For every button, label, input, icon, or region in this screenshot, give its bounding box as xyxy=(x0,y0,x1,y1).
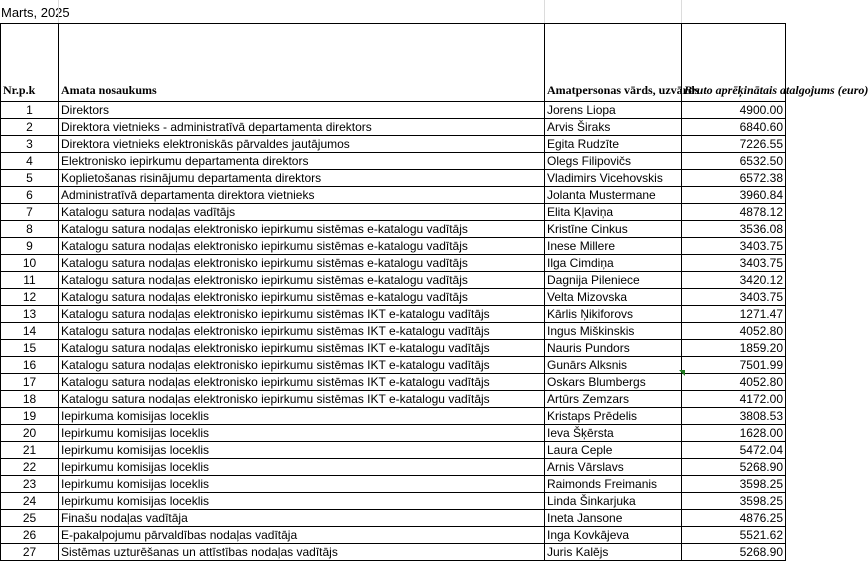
salary-cell[interactable]: 6840.60 xyxy=(682,119,786,136)
position-cell[interactable]: E-pakalpojumu pārvaldības nodaļas vadītāja xyxy=(59,527,545,544)
table-row[interactable] xyxy=(1,289,786,306)
salary-cell[interactable]: 4878.12 xyxy=(682,204,786,221)
person-cell[interactable]: Inga Kovkājeva xyxy=(545,527,682,544)
table-row[interactable] xyxy=(1,306,786,323)
salary-cell[interactable]: 3536.08 xyxy=(682,221,786,238)
row-number-cell[interactable]: 11 xyxy=(1,272,59,289)
gridline xyxy=(58,0,59,23)
position-cell[interactable]: Katalogu satura nodaļas elektronisko iepirkumu sistēmas IKT e-katalogu vadītājs xyxy=(59,306,545,323)
salary-cell[interactable]: 3403.75 xyxy=(682,255,786,272)
position-cell[interactable]: Direktora vietnieks - administratīvā departamenta direktors xyxy=(59,119,545,136)
salary-cell[interactable]: 1859.20 xyxy=(682,340,786,357)
table-row[interactable] xyxy=(1,425,786,442)
table-row[interactable] xyxy=(1,272,786,289)
position-cell[interactable]: Katalogu satura nodaļas elektronisko iepirkumu sistēmas e-katalogu vadītājs xyxy=(59,221,545,238)
person-cell[interactable]: Elita Kļaviņa xyxy=(545,204,682,221)
position-cell[interactable]: Katalogu satura nodaļas elektronisko iepirkumu sistēmas e-katalogu vadītājs xyxy=(59,238,545,255)
person-cell[interactable]: Juris Kalējs xyxy=(545,544,682,561)
person-cell[interactable]: Ilga Cimdiņa xyxy=(545,255,682,272)
person-cell[interactable]: Ineta Jansone xyxy=(545,510,682,527)
row-number-cell[interactable]: 10 xyxy=(1,255,59,272)
person-cell[interactable]: Kārlis Ņikiforovs xyxy=(545,306,682,323)
person-cell[interactable]: Inese Millere xyxy=(545,238,682,255)
position-cell[interactable]: Elektronisko iepirkumu departamenta direktors xyxy=(59,153,545,170)
row-number-cell[interactable]: 19 xyxy=(1,408,59,425)
salary-table xyxy=(0,23,868,561)
table-row[interactable] xyxy=(1,204,786,221)
title-row xyxy=(0,0,791,23)
row-number-cell[interactable]: 1 xyxy=(1,102,59,119)
salary-cell[interactable]: 3598.25 xyxy=(682,476,786,493)
person-cell[interactable]: Egita Rudzīte xyxy=(545,136,682,153)
person-cell[interactable]: Jorens Liopa xyxy=(545,102,682,119)
salary-cell[interactable]: 3403.75 xyxy=(682,289,786,306)
row-number-cell[interactable]: 16 xyxy=(1,357,59,374)
position-cell[interactable]: Katalogu satura nodaļas vadītājs xyxy=(59,204,545,221)
salary-cell[interactable]: 3960.84 xyxy=(682,187,786,204)
person-cell[interactable]: Oskars Blumbergs xyxy=(545,374,682,391)
salary-cell[interactable]: 5472.04 xyxy=(682,442,786,459)
salary-cell[interactable]: 4052.80 xyxy=(682,374,786,391)
position-cell[interactable]: Katalogu satura nodaļas elektronisko iepirkumu sistēmas IKT e-katalogu vadītājs xyxy=(59,340,545,357)
table-row[interactable] xyxy=(1,544,786,561)
salary-cell[interactable]: 3598.25 xyxy=(682,493,786,510)
position-cell[interactable]: Katalogu satura nodaļas elektronisko iepirkumu sistēmas IKT e-katalogu vadītājs xyxy=(59,374,545,391)
salary-cell[interactable]: 5268.90 xyxy=(682,459,786,476)
position-cell[interactable]: Finašu nodaļas vadītāja xyxy=(59,510,545,527)
table-row[interactable] xyxy=(1,493,786,510)
row-number-cell[interactable]: 27 xyxy=(1,544,59,561)
row-number-cell[interactable]: 9 xyxy=(1,238,59,255)
salary-cell[interactable]: 3420.12 xyxy=(682,272,786,289)
row-number-cell[interactable]: 13 xyxy=(1,306,59,323)
person-cell[interactable]: Velta Mizovska xyxy=(545,289,682,306)
cell-comment-indicator-icon[interactable] xyxy=(679,370,685,376)
person-cell[interactable]: Kristaps Prēdelis xyxy=(545,408,682,425)
salary-cell[interactable]: 7226.55 xyxy=(682,136,786,153)
person-cell[interactable]: Laura Ceple xyxy=(545,442,682,459)
salary-cell[interactable]: 1628.00 xyxy=(682,425,786,442)
person-cell[interactable]: Ieva Šķērsta xyxy=(545,425,682,442)
row-number-cell[interactable]: 2 xyxy=(1,119,59,136)
table-row[interactable] xyxy=(1,102,786,119)
row-number-cell[interactable]: 23 xyxy=(1,476,59,493)
row-number-cell[interactable]: 20 xyxy=(1,425,59,442)
row-number-cell[interactable]: 3 xyxy=(1,136,59,153)
table-row[interactable] xyxy=(1,153,786,170)
row-number-cell[interactable]: 24 xyxy=(1,493,59,510)
salary-cell[interactable]: 3403.75 xyxy=(682,238,786,255)
position-cell[interactable]: Administratīvā departamenta direktora vietnieks xyxy=(59,187,545,204)
header-person[interactable]: Amatpersonas vārds, uzvārds xyxy=(545,24,682,102)
table-row[interactable] xyxy=(1,459,786,476)
row-number-cell[interactable]: 7 xyxy=(1,204,59,221)
table-row[interactable] xyxy=(1,374,786,391)
table-row[interactable] xyxy=(1,510,786,527)
salary-cell[interactable]: 6532.50 xyxy=(682,153,786,170)
position-cell[interactable]: Katalogu satura nodaļas elektronisko iepirkumu sistēmas e-katalogu vadītājs xyxy=(59,272,545,289)
person-cell[interactable]: Dagnija Pileniece xyxy=(545,272,682,289)
row-number-cell[interactable]: 26 xyxy=(1,527,59,544)
person-cell[interactable]: Jolanta Mustermane xyxy=(545,187,682,204)
header-position[interactable]: Amata nosaukums xyxy=(59,24,545,102)
table-row[interactable] xyxy=(1,340,786,357)
table-row[interactable] xyxy=(1,187,786,204)
position-cell[interactable]: Katalogu satura nodaļas elektronisko iepirkumu sistēmas IKT e-katalogu vadītājs xyxy=(59,357,545,374)
position-cell[interactable]: Iepirkumu komisijas loceklis xyxy=(59,442,545,459)
table-row[interactable] xyxy=(1,391,786,408)
row-number-cell[interactable]: 17 xyxy=(1,374,59,391)
gridline xyxy=(544,0,545,23)
position-cell[interactable]: Katalogu satura nodaļas elektronisko iepirkumu sistēmas IKT e-katalogu vadītājs xyxy=(59,323,545,340)
position-cell[interactable]: Iepirkumu komisijas loceklis xyxy=(59,493,545,510)
position-cell[interactable]: Direktora vietnieks elektroniskās pārvaldes jautājumos xyxy=(59,136,545,153)
table-row[interactable] xyxy=(1,221,786,238)
salary-cell[interactable]: 5521.62 xyxy=(682,527,786,544)
position-cell[interactable]: Direktors xyxy=(59,102,545,119)
row-number-cell[interactable]: 5 xyxy=(1,170,59,187)
person-cell[interactable]: Arnis Vārslavs xyxy=(545,459,682,476)
person-cell[interactable]: Raimonds Freimanis xyxy=(545,476,682,493)
salary-cell[interactable]: 1271.47 xyxy=(682,306,786,323)
header-salary[interactable]: Bruto aprēķinātais atalgojums (euro) xyxy=(682,24,786,102)
person-cell[interactable]: Vladimirs Vicehovskis xyxy=(545,170,682,187)
table-row[interactable] xyxy=(1,476,786,493)
table-row[interactable] xyxy=(1,255,786,272)
row-number-cell[interactable]: 21 xyxy=(1,442,59,459)
position-cell[interactable]: Koplietošanas risinājumu departamenta direktors xyxy=(59,170,545,187)
person-cell[interactable]: Arvis Širaks xyxy=(545,119,682,136)
row-number-cell[interactable]: 22 xyxy=(1,459,59,476)
table-row[interactable] xyxy=(1,357,786,374)
header-row xyxy=(1,24,786,102)
position-cell[interactable]: Katalogu satura nodaļas elektronisko iepirkumu sistēmas IKT e-katalogu vadītājs xyxy=(59,391,545,408)
salary-cell[interactable]: 7501.99 xyxy=(682,357,786,374)
header-nr[interactable]: Nr.p.k xyxy=(1,24,59,102)
salary-cell[interactable]: 4052.80 xyxy=(682,323,786,340)
person-cell[interactable]: Linda Šinkarjuka xyxy=(545,493,682,510)
person-cell[interactable]: Nauris Pundors xyxy=(545,340,682,357)
position-cell[interactable]: Katalogu satura nodaļas elektronisko iepirkumu sistēmas e-katalogu vadītājs xyxy=(59,255,545,272)
position-cell[interactable]: Iepirkumu komisijas loceklis xyxy=(59,476,545,493)
position-cell[interactable]: Katalogu satura nodaļas elektronisko iepirkumu sistēmas e-katalogu vadītājs xyxy=(59,289,545,306)
row-number-cell[interactable]: 4 xyxy=(1,153,59,170)
salary-cell[interactable]: 3808.53 xyxy=(682,408,786,425)
row-number-cell[interactable]: 25 xyxy=(1,510,59,527)
row-number-cell[interactable]: 8 xyxy=(1,221,59,238)
table-row[interactable] xyxy=(1,323,786,340)
person-cell[interactable]: Olegs Filipovičs xyxy=(545,153,682,170)
person-cell[interactable]: Gunārs Alksnis xyxy=(545,357,682,374)
person-cell[interactable]: Kristīne Cinkus xyxy=(545,221,682,238)
position-cell[interactable]: Iepirkumu komisijas loceklis xyxy=(59,425,545,442)
row-number-cell[interactable]: 15 xyxy=(1,340,59,357)
salary-cell[interactable]: 4172.00 xyxy=(682,391,786,408)
table-row[interactable] xyxy=(1,408,786,425)
person-cell[interactable]: Artūrs Zemzars xyxy=(545,391,682,408)
table-row[interactable] xyxy=(1,119,786,136)
gridline xyxy=(681,0,682,23)
salary-cell[interactable]: 6572.38 xyxy=(682,170,786,187)
position-cell[interactable]: Iepirkuma komisijas loceklis xyxy=(59,408,545,425)
salary-cell[interactable]: 4876.25 xyxy=(682,510,786,527)
position-cell[interactable]: Iepirkumu komisijas loceklis xyxy=(59,459,545,476)
table-row[interactable] xyxy=(1,170,786,187)
table-row[interactable] xyxy=(1,527,786,544)
row-number-cell[interactable]: 18 xyxy=(1,391,59,408)
position-cell[interactable]: Sistēmas uzturēšanas un attīstības nodaļas vadītājs xyxy=(59,544,545,561)
table-row[interactable] xyxy=(1,136,786,153)
person-cell[interactable]: Ingus Miškinskis xyxy=(545,323,682,340)
salary-cell[interactable]: 4900.00 xyxy=(682,102,786,119)
row-number-cell[interactable]: 12 xyxy=(1,289,59,306)
salary-cell[interactable]: 5268.90 xyxy=(682,544,786,561)
row-number-cell[interactable]: 6 xyxy=(1,187,59,204)
row-number-cell[interactable]: 14 xyxy=(1,323,59,340)
report-period-title[interactable]: Marts, 2025 xyxy=(1,5,70,20)
table-row[interactable] xyxy=(1,442,786,459)
table-row[interactable] xyxy=(1,238,786,255)
